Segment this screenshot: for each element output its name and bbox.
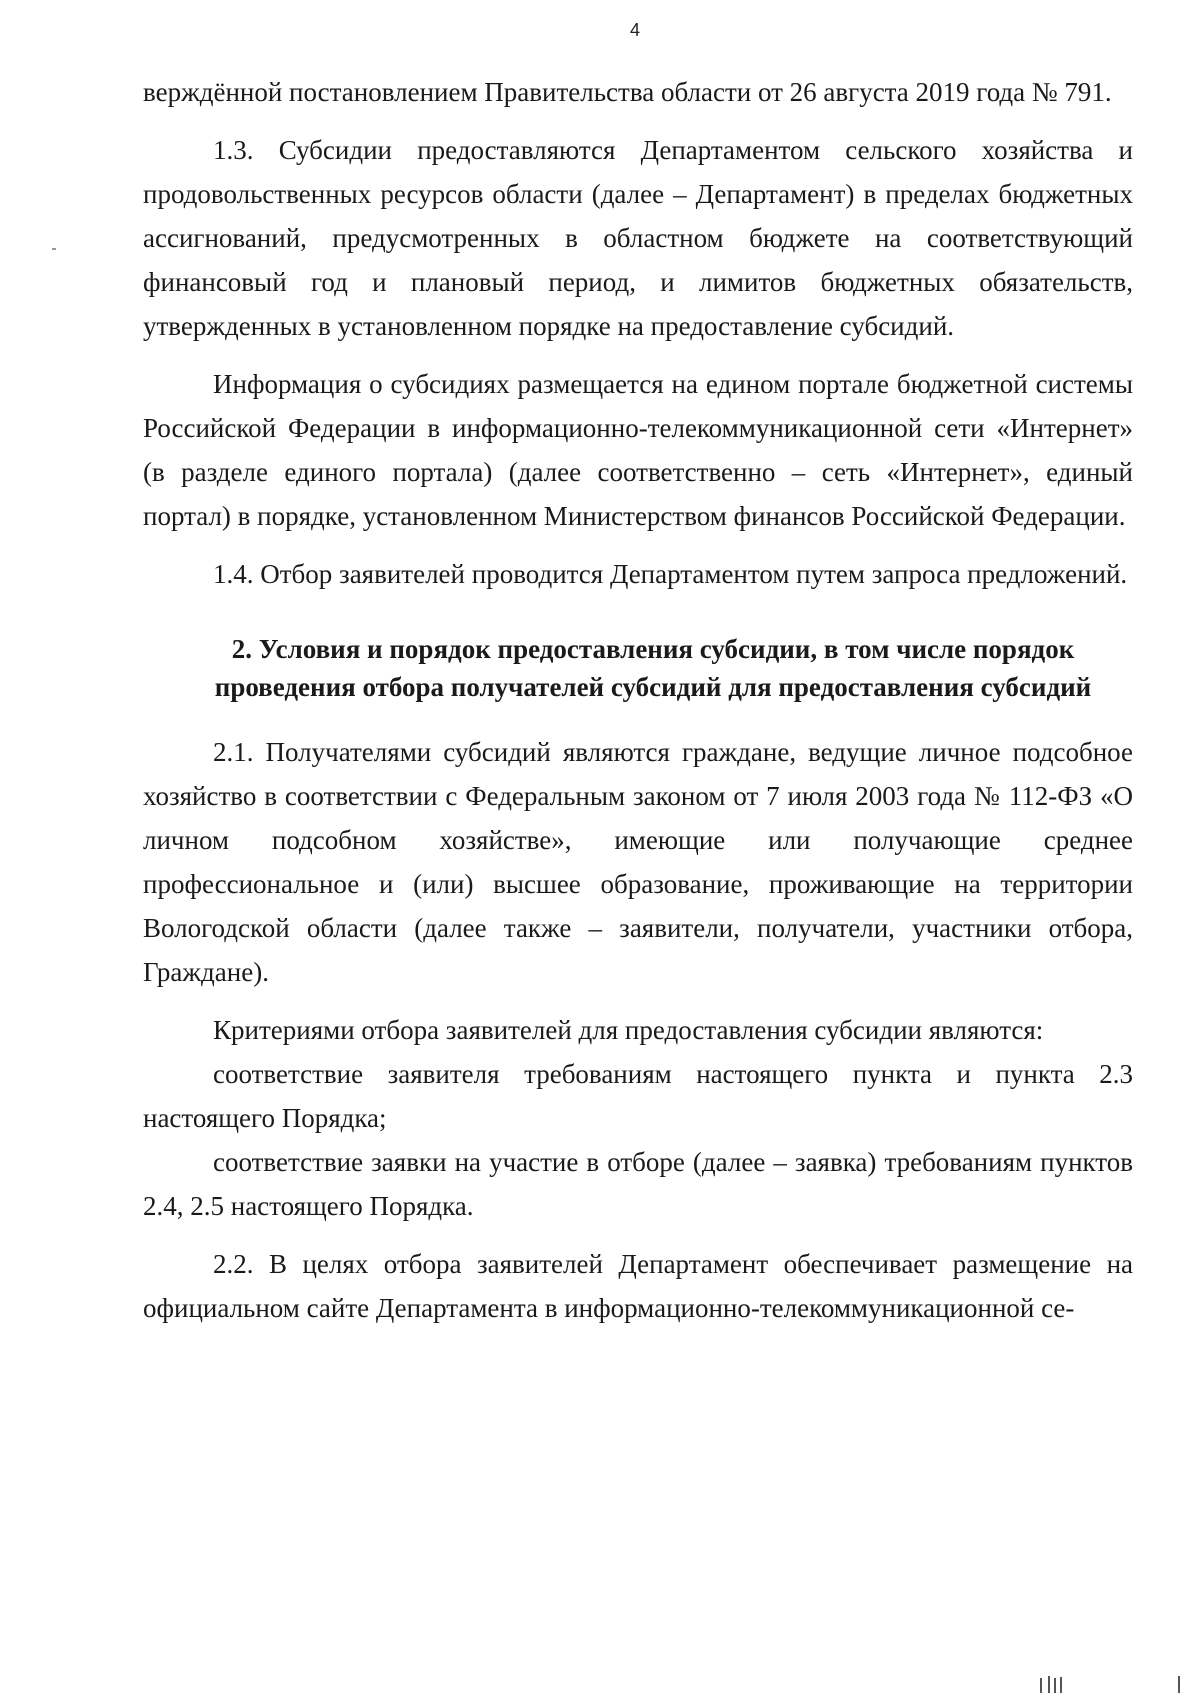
page-number: 4 <box>629 20 640 40</box>
paragraph-subsidy-info: Информация о субсидиях размещается на едином портале бюджетной системы Российской Федерации в информационно-телекоммуникационной сети «Интернет» (в разделе единого портала) (далее соответственно – сеть «Интернет», единый портал) в порядке, установленном Министерством финансов Российской Федерации. <box>143 369 1133 531</box>
paragraph-criteria-a: соответствие заявителя требованиям настоящего пункта и пункта 2.3 настоящего Порядка; <box>143 1059 1133 1133</box>
scan-artifact-mark <box>1040 1678 1042 1693</box>
continued-paragraph: верждённой постановлением Правительства области от 26 августа 2019 года № 791. <box>143 77 1112 107</box>
document-body <box>143 70 1133 1330</box>
scan-artifact-mark <box>1178 1676 1180 1693</box>
scan-artifact-dot <box>52 248 56 250</box>
paragraph-2-1: 2.1. Получателями субсидий являются граждане, ведущие личное подсобное хозяйство в соответствии с Федеральным законом от 7 июля 2003 года № 112-ФЗ «О личном подсобном хозяйстве», имеющие или получающие среднее профессиональное и (или) высшее образование, проживающие на территории Вологодской области (далее также – заявители, получатели, участники отбора, Граждане). <box>143 737 1133 987</box>
section-2-heading: 2. Условия и порядок предоставления субсидии, в том числе порядок проведения отбора получателей субсидий для предоставления субсидий <box>214 634 1092 702</box>
paragraph-2-2: 2.2. В целях отбора заявителей Департамент обеспечивает размещение на официальном сайте Департамента в информационно-телекоммуникационной се- <box>143 1249 1133 1323</box>
scan-artifact-mark <box>1054 1678 1056 1693</box>
paragraph-1-3: 1.3. Субсидии предоставляются Департаментом сельского хозяйства и продовольственных ресурсов области (далее – Департамент) в пределах бюджетных ассигнований, предусмотренных в областном бюджете на соответствующий финансовый год и плановый период, и лимитов бюджетных обязательств, утвержденных в установленном порядке на предоставление субсидий. <box>143 135 1133 341</box>
paragraph-1-4: 1.4. Отбор заявителей проводится Департаментом путем запроса предложений. <box>213 559 1128 589</box>
scan-artifact-mark <box>1060 1677 1062 1693</box>
paragraph-criteria-b: соответствие заявки на участие в отборе (далее – заявка) требованиям пунктов 2.4, 2.5 настоящего Порядка. <box>143 1147 1133 1221</box>
scan-artifact-mark <box>1048 1676 1050 1693</box>
paragraph-criteria-intro: Критериями отбора заявителей для предоставления субсидии являются: <box>213 1015 1044 1045</box>
